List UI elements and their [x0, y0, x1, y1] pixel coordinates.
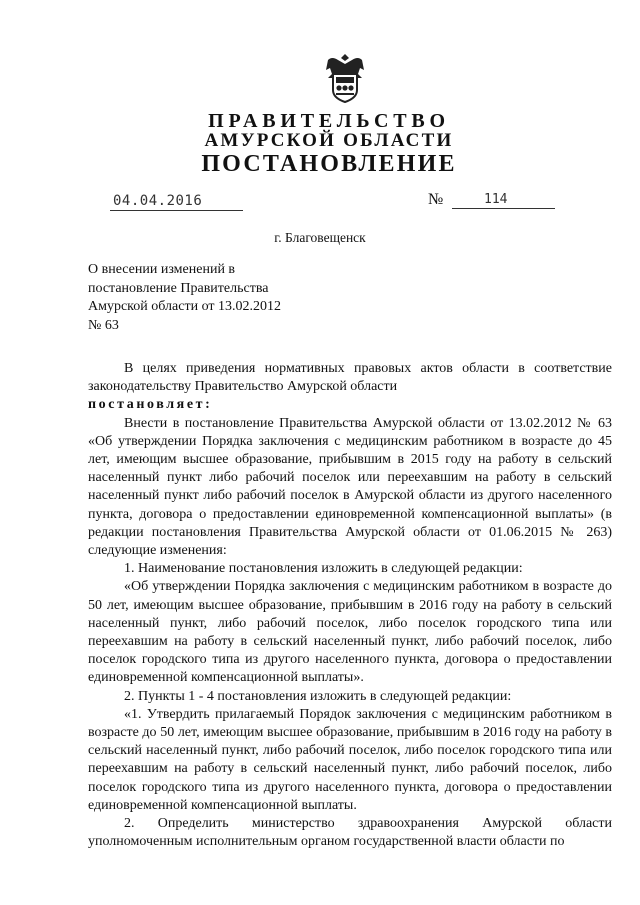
document-type: ПОСТАНОВЛЕНИЕ — [201, 151, 457, 177]
coat-of-arms-icon — [322, 52, 368, 104]
number-sign: № — [428, 191, 444, 208]
city-label: г. Благовещенск — [274, 230, 366, 245]
document-number: 114 — [484, 192, 508, 207]
resolves-heading: постановляет: — [88, 397, 213, 413]
org-name-line2: АМУРСКОЙ ОБЛАСТИ — [204, 130, 454, 151]
number-underline — [452, 208, 555, 209]
body-paragraph: 2. Определить министерство здравоохранения Амурской области уполномоченным исполнительным органом государственной власти области по — [88, 816, 612, 850]
subject-line: постановление Правительства — [88, 280, 269, 296]
document-body — [88, 360, 612, 851]
subject-line: О внесении изменений в — [88, 262, 236, 277]
body-paragraph: «1. Утвердить прилагаемый Порядок заключения с медицинским работником в возрасте до 50 лет, имеющим высшее образование, прибывшим в 2016 году на работу в сельский населенный пункт, либо рабочий поселок, либо поселок городского типа или переехавшим на работу в сельский населенный пункт, либо рабочий поселок, либо поселок городского типа из другого населенного пункта, договора о предоставлении единовременной компенсационной выплаты. — [88, 706, 612, 813]
date-underline — [110, 210, 243, 211]
body-paragraph: 2. Пункты 1 - 4 постановления изложить в следующей редакции: — [124, 688, 512, 704]
subject-line: Амурской области от 13.02.2012 — [88, 299, 281, 314]
preamble-paragraph: В целях приведения нормативных правовых актов области в соответствие законодательству Правительство Амурской области — [88, 361, 612, 395]
body-paragraph: «Об утверждении Порядка заключения с медицинским работником в возрасте до 50 лет, имеющим высшее образование, прибывшим в 2016 году на работу в сельский населенный пункт, либо рабочий поселок, либо поселок городского типа или переехавшим на работу в сельский населенный пункт, либо рабочий поселок, либо поселок городского типа из другого населенного пункта, договора о предоставлении единовременной компенсационной выплаты». — [88, 579, 612, 686]
body-paragraph: Внести в постановление Правительства Амурской области от 13.02.2012 № 63 «Об утверждении Порядка заключения с медицинским работником в возрасте до 45 лет, имеющим высшее образование, прибывшим в 2015 году на работу в сельский населенный пункт либо рабочий поселок или переехавшим на работу в сельский населенный пункт либо рабочий поселок в Амурской области из другого населенного пункта, договора о предоставлении единовременной компенсационной выплаты» (в редакции постановления Правительства Амурской области от 01.06.2015 № 263) следующие изменения: — [88, 415, 612, 559]
document-date: 04.04.2016 — [113, 193, 203, 209]
body-paragraph: 1. Наименование постановления изложить в следующей редакции: — [124, 561, 523, 577]
org-name-line1: ПРАВИТЕЛЬСТВО — [208, 110, 450, 132]
subject-line: № 63 — [88, 317, 119, 333]
document-subject — [88, 261, 281, 335]
